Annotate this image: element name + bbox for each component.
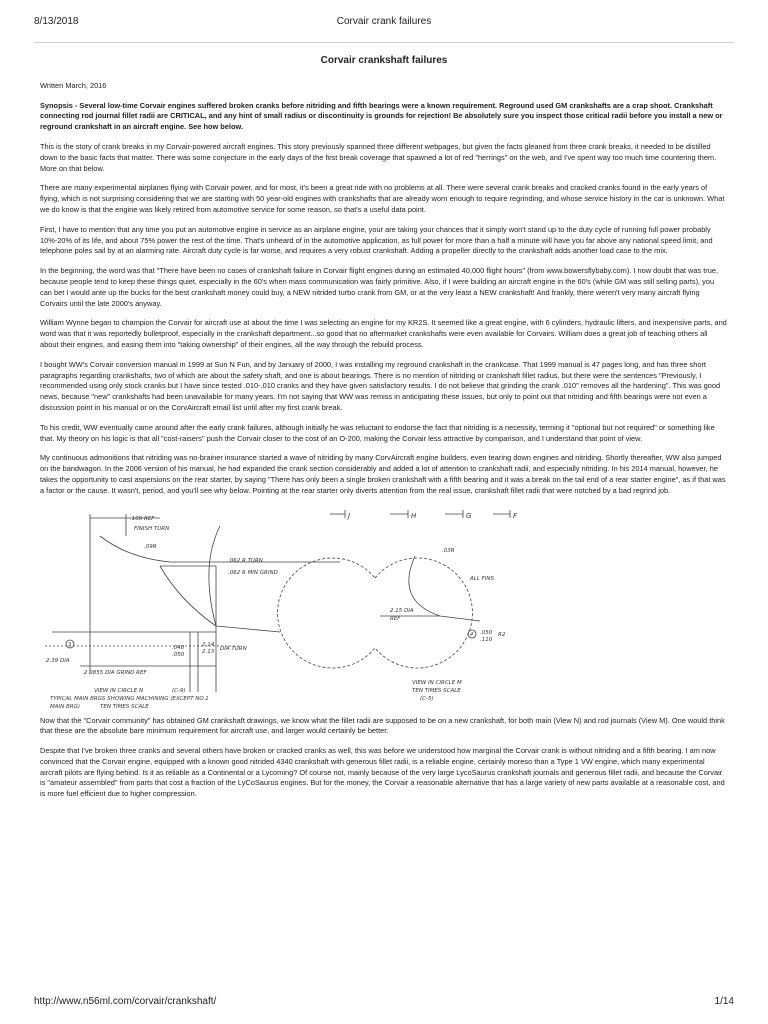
crankshaft-drawings [40, 506, 728, 718]
page-header [34, 16, 734, 32]
label-r2: .062 R TURN [228, 557, 263, 564]
label-d3: 2.14 [202, 641, 215, 648]
paragraph: William Wynne began to champion the Corvair for aircraft use at about the time I was selecting an engine for my KR2S. It seemed like a great engine, with 6 cylinders, hydraulic lifters, and inexpensive parts, and word was that it was reportedly bulletproof, especially in the crankshaft department...so good that no aftermarket crankshafts were even available for Corvairs. William does a great job of teaching others all about their engines, and easing them into "taking ownership" of their engines, all the way through the rebuild process. [40, 318, 727, 349]
paragraph: Despite that I've broken three cranks and several others have broken or cracked cranks as well, this was before we understood how marginal the Corvair crank is without nitriding and a fifth bearing. I am now convinced that the Corvair engine, equipped with a known good nitrided 4340 crankshaft with generous fillet radii, is a reliable engine, certainly moreso than a Type 1 VW engine, which many experimental aircraft pilots are flying behind. Is it as reliable as a Continental or a Lycoming? Of course not, mainly because of the very large LycoSaurus crankshaft journals and generous fillet radii, and because the Corvair is "amateur assembled" from parts that cost a fraction of the LyCoSaurus engines. But for the money, the Corvair a reasonable alternative that has a large variety of new parts available at a reasonable cost, and is more fuel efficient due to higher compression. [40, 746, 725, 799]
label-ref: (C-5) [420, 695, 434, 702]
label-r1: .03R [442, 547, 455, 554]
paragraph: This is the story of crank breaks in my Corvair-powered aircraft engines. This story previously spanned three different webpages, but given the facts gleaned from three crank breaks, it needed to be distilled down to the basic facts that matter. There was some conjecture in the early days of the first break coverage that spawned a lot of red "herrings" on the web, and I've spent way too much time countering them. More on that below. [40, 141, 717, 173]
label-dia-turn: DIA TURN [220, 645, 247, 652]
paragraph: There are many experimental airplanes flying with Corvair power, and for most, it's been a great ride with no problems at all. There were several crank breaks and cracked cranks found in the early years of flying, which is not surprising considering that we are starting with 50 year-old engines with crankshafts that are already worn enough to require regrinding, and whose service history in the car is unknown. What we do know is that the engine was likely retired from automotive service for some reason, so that's a useful data point. [40, 183, 725, 214]
label-dia1: 2.15 DIA [390, 607, 414, 614]
arrow-label: J [348, 511, 351, 520]
print-date: 8/13/2018 [34, 16, 79, 27]
synopsis: Synopsis - Several low-time Corvair engines suffered broken cranks before nitriding and fifth bearings were a known requirement. Reground used GM crankshafts are a crap shoot. Crankshaft connecting rod journal fillet radii are CRITICAL, and any hint of small radius or discontinuity is grounds for rejection! Be absolutely sure you inspect those critical radii before you install a new or reground crankshaft in an aircraft engine. See how below. [40, 100, 723, 132]
arrow-label: G [466, 511, 472, 520]
label-ref: .100 REF [130, 515, 155, 522]
label-circle: 4 [470, 631, 474, 638]
label-dia2: REF [390, 615, 401, 622]
label-view-ref: (C-9) [172, 687, 186, 694]
paragraph: My continuous admonitions that nitriding was no-brainer insurance started a wave of nitriding by many CorvAircraft engine builders, even tearing down engines and nitriding. Shortly thereafter, WW also jumped on the bandwagon. In the 2006 version of his manual, he had expanded the crank section considerably and added a lot of attention to crankshaft radii, and especially nitriding. In his 2014 manual, however, he takes the opportunity to cast aspersions on the rear starter, by saying "There has only been a single broken crankshaft with a fifth bearing and it was a break on the tail end of a rear starter engine", as if that was a factor or the cause. It wasn't, period, and you'll see why below. Pointing at the rear starter only diverts attention from the real issue, crankshaft fillet radii that were notched by a bad regrind job. [40, 453, 726, 495]
print-title: Corvair crank failures [336, 16, 432, 27]
label-view-title: VIEW IN CIRCLE M [412, 679, 462, 686]
label-r1: .09R [144, 543, 157, 550]
arrow-label: H [411, 511, 417, 520]
engineering-drawing [40, 506, 728, 718]
paragraph: In the beginning, the word was that "There have been no cases of crankshaft failure in Corvair flight engines during an estimated 40,000 flight hours" (from www.bowersflybaby.com). I now doubt that was true, because people tend to keep these things quiet, especially in the 60's when mass communication was fairly primitive. Also, if I were building an aircraft engine in the 60's (while GM was still selling parts), you can bet I would ante up the bucks for the best crankshaft money could buy, a NEW nitrided turbo crank from GM, or at the very least a NEW crankshaft! And frankly, there weren't very many aircraft flying Corvairs until the late 2000's anyway. [40, 266, 719, 308]
label-d1: .040 [172, 644, 185, 651]
paragraph: Now that the "Corvair community" has obtained GM crankshaft drawings, we know what the fillet radii are supposed to be on a new crankshaft, for both main (View N) and rod journals (View M). One would think that these are the absolute bare minimum requirement for aircraft use, and larger would certainly be better. [40, 715, 725, 736]
written-date: Written March, 2016 [40, 80, 107, 90]
label-v2: .110 [480, 636, 493, 643]
arrow-label: F [513, 511, 518, 520]
label-r3: .062 R MIN GRIND [228, 569, 278, 576]
label-scale: TEN TIMES SCALE [100, 703, 149, 710]
source-url[interactable]: http://www.n56ml.com/corvair/crankshaft/ [34, 996, 217, 1007]
label-view-title: VIEW IN CIRCLE N [94, 687, 144, 694]
paragraph: To his credit, WW eventually came around after the early crank failures, although initially he was reluctant to endorse the fact that nitriding is a necessity, terming it "optional but not required" or something like that. My theory on his logic is that all "cost-raisers" push the Corvair closer to the cost of an O-200, making the Corvair less attractive by comparison, and I understand that point of view. [40, 422, 715, 443]
label-caption1: TYPICAL MAIN BRGS SHOWING MACHINING (EXCEPT NO.1 [50, 695, 209, 702]
article [40, 56, 728, 809]
label-scale: TEN TIMES SCALE [412, 687, 461, 694]
label-all: ALL FINS [470, 575, 495, 582]
page-number: 1/14 [714, 996, 734, 1007]
paragraph: First, I have to mention that any time you put an automotive engine in service as an airplane engine, your are taking your chances that it simply won't stand up to the duty cycle of running full power probably 10%-20% of its life, and about 75% power the rest of the time. That's unheard of in the automotive application, as full power for more than a half a minute will have you far above any national speed limit, and telephone poles sail by at an alarming rate. Aircraft duty cycle is far worse, and requires a very robust crankshaft. Adding a propeller directly to the crankshaft adds another load case to the mix. [40, 224, 713, 256]
label-caption2: MAIN BRG) [50, 703, 80, 710]
article-heading: Corvair crankshaft failures [320, 55, 448, 66]
label-circle: 3 [68, 641, 72, 648]
label-grind: 2.0855 DIA GRIND REF [84, 669, 147, 676]
label-d2: .050 [172, 651, 185, 658]
label-dia: 2.39 DIA [46, 657, 70, 664]
label-v1: .050 [480, 629, 493, 636]
label-suffix: R2 [498, 631, 506, 638]
label-finish: FINISH TURN [134, 525, 170, 532]
paragraph: I bought WW's Corvair conversion manual in 1999 at Sun N Fun, and by January of 2000, I was installing my reground crankshaft in the crankcase. That 1999 manual is 47 pages long, and has three short paragraphs regarding crankshafts, two of which are about the safety shaft, and one is about bearings. There is no mention of nitriding or crankshaft fillet radius, but there were the sentences "Previously, I recommended using only stock cranks but I have since tested .010-.010 cranks and they have given satisfactory results. I do not believe that grinding the crank .010" removes all the hardening". This was good news, because "new" crankshafts had been unavailable for many years. I'm not saying that WW was remiss in anticipating these issues, but only to point out that nitriding and fifth bearings were not even a discussion point in his manual or on the CorvAircraft email list until after my first crank break. [40, 359, 721, 412]
header-divider [34, 42, 734, 43]
label-d4: 2.13 [202, 648, 215, 655]
